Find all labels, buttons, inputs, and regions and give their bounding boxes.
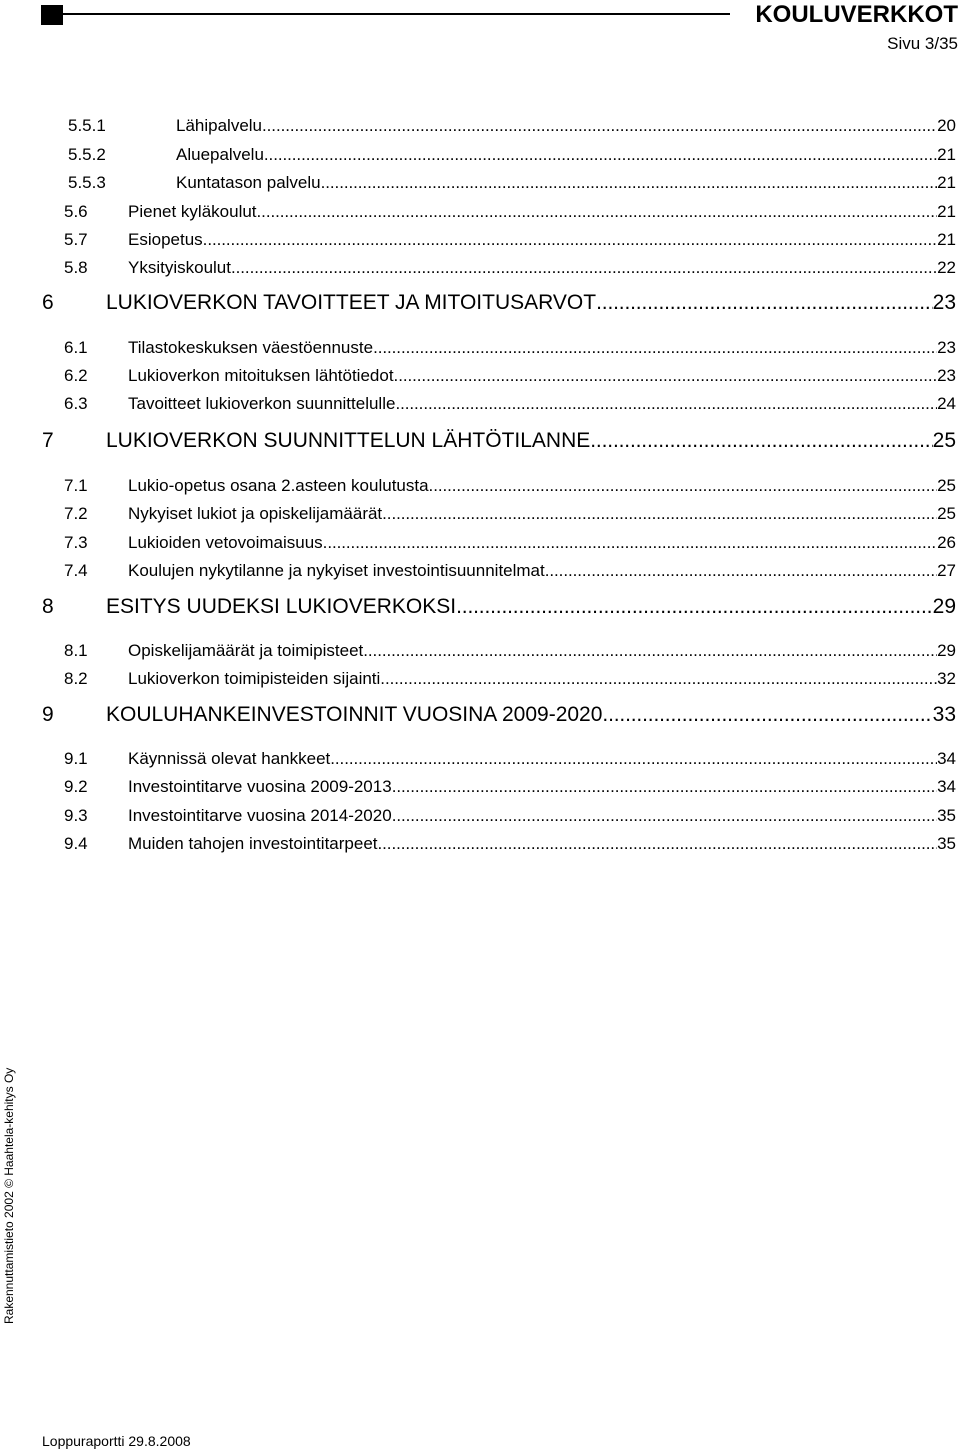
toc-number: 7.1 [64, 476, 88, 495]
toc-entry-9-2[interactable] [64, 777, 956, 797]
toc-entry-6[interactable] [42, 291, 956, 315]
toc-page-number: 34 [937, 749, 956, 768]
toc-entry-6-3[interactable] [64, 394, 956, 414]
toc-title: ESITYS UUDEKSI LUKIOVERKOKSI [106, 595, 457, 618]
toc-leader-dots [392, 806, 937, 826]
document-title: KOULUVERKKOT [755, 1, 958, 28]
toc-leader-dots [380, 669, 937, 689]
toc-number: 8.2 [64, 669, 88, 688]
toc-leader-dots [378, 834, 938, 854]
toc-number: 7.3 [64, 533, 88, 552]
toc-title: Tilastokeskuksen väestöennuste [128, 338, 374, 357]
toc-title: Tavoitteet lukioverkon suunnittelulle [128, 394, 396, 413]
toc-title: LUKIOVERKON SUUNNITTELUN LÄHTÖTILANNE [106, 429, 591, 452]
toc-page-number: 25 [932, 429, 956, 452]
toc-page-number: 25 [937, 476, 956, 495]
toc-leader-dots [429, 476, 938, 496]
toc-number: 6.1 [64, 338, 88, 357]
toc-entry-6-1[interactable] [64, 338, 956, 358]
toc-page-number: 33 [932, 703, 956, 726]
toc-number: 5.5.3 [68, 173, 106, 192]
toc-title: Lukioverkon mitoituksen lähtötiedot [128, 366, 394, 385]
toc-leader-dots [203, 230, 937, 250]
toc-title: Lukio-opetus osana 2.asteen koulutusta [128, 476, 429, 495]
toc-leader-dots [257, 202, 938, 222]
toc-page-number: 23 [937, 366, 956, 385]
toc-entry-5-5-3[interactable] [68, 173, 956, 193]
toc-page-number: 35 [937, 834, 956, 853]
toc-title: Pienet kyläkoulut [128, 202, 257, 221]
toc-leader-dots [321, 173, 937, 193]
toc-entry-9[interactable] [42, 703, 956, 727]
toc-title: KOULUHANKEINVESTOINNIT VUOSINA 2009-2020 [106, 703, 603, 726]
toc-page-number: 22 [937, 258, 956, 277]
toc-number: 5.6 [64, 202, 88, 221]
toc-title: Käynnissä olevat hankkeet [128, 749, 331, 768]
toc-leader-dots [456, 595, 933, 619]
toc-title: Esiopetus [128, 230, 203, 249]
toc-number: 6 [42, 291, 54, 314]
toc-leader-dots [394, 366, 938, 386]
toc-page-number: 24 [937, 394, 956, 413]
toc-number: 5.8 [64, 258, 88, 277]
toc-entry-8-1[interactable] [64, 641, 956, 661]
toc-title: Lähipalvelu [176, 116, 263, 135]
toc-entry-7-2[interactable] [64, 504, 956, 524]
toc-entry-7-4[interactable] [64, 561, 956, 581]
toc-number: 9.1 [64, 749, 88, 768]
toc-entry-5-8[interactable] [64, 258, 956, 278]
toc-entry-6-2[interactable] [64, 366, 956, 386]
toc-entry-7[interactable] [42, 429, 956, 453]
toc-leader-dots [262, 116, 937, 136]
toc-title: Kuntatason palvelu [176, 173, 321, 192]
toc-number: 9.2 [64, 777, 88, 796]
toc-title: Yksityiskoulut [128, 258, 231, 277]
toc-page-number: 29 [932, 595, 956, 618]
toc-title: LUKIOVERKON TAVOITTEET JA MITOITUSARVOT [106, 291, 597, 314]
toc-number: 7.4 [64, 561, 88, 580]
toc-leader-dots [392, 777, 937, 797]
toc-title: Nykyiset lukiot ja opiskelijamäärät [128, 504, 383, 523]
toc-entry-8-2[interactable] [64, 669, 956, 689]
copyright-side-note: Rakennuttamistieto 2002 © Haahtela-kehitys Oy [2, 1067, 16, 1324]
toc-number: 7.2 [64, 504, 88, 523]
toc-number: 9.4 [64, 834, 88, 853]
toc-entry-9-3[interactable] [64, 806, 956, 826]
toc-title: Lukioiden vetovoimaisuus [128, 533, 323, 552]
toc-page-number: 34 [937, 777, 956, 796]
toc-page-number: 21 [937, 145, 956, 164]
toc-entry-5-5-1[interactable] [68, 116, 956, 136]
toc-leader-dots [395, 394, 937, 414]
toc-leader-dots [330, 749, 937, 769]
toc-page-number: 23 [932, 291, 956, 314]
footer-report-date: Loppuraportti 29.8.2008 [42, 1433, 191, 1449]
header-rule [63, 13, 730, 15]
toc-leader-dots [602, 703, 932, 727]
toc-title: Lukioverkon toimipisteiden sijainti [128, 669, 381, 688]
toc-leader-dots [323, 533, 937, 553]
toc-entry-5-7[interactable] [64, 230, 956, 250]
toc-number: 9 [42, 703, 54, 726]
toc-leader-dots [264, 145, 937, 165]
toc-number: 5.5.1 [68, 116, 106, 135]
toc-number: 6.3 [64, 394, 88, 413]
toc-title: Opiskelijamäärät ja toimipisteet [128, 641, 364, 660]
header-block-mark [41, 5, 63, 25]
toc-page-number: 21 [937, 230, 956, 249]
toc-page-number: 26 [937, 533, 956, 552]
toc-number: 7 [42, 429, 54, 452]
toc-leader-dots [231, 258, 937, 278]
toc-page-number: 25 [937, 504, 956, 523]
toc-title: Aluepalvelu [176, 145, 264, 164]
toc-entry-5-6[interactable] [64, 202, 956, 222]
toc-page-number: 21 [937, 173, 956, 192]
toc-number: 9.3 [64, 806, 88, 825]
toc-leader-dots [590, 429, 932, 453]
toc-number: 6.2 [64, 366, 88, 385]
toc-page-number: 32 [937, 669, 956, 688]
toc-entry-8[interactable] [42, 595, 956, 619]
toc-page-number: 35 [937, 806, 956, 825]
toc-page-number: 23 [937, 338, 956, 357]
toc-title: Investointitarve vuosina 2009-2013 [128, 777, 392, 796]
toc-title: Koulujen nykytilanne ja nykyiset investointisuunnitelmat [128, 561, 545, 580]
toc-title: Muiden tahojen investointitarpeet [128, 834, 378, 853]
toc-leader-dots [382, 504, 937, 524]
toc-leader-dots [373, 338, 937, 358]
toc-page-number: 20 [937, 116, 956, 135]
toc-entry-9-1[interactable] [64, 749, 956, 769]
toc-entry-7-1[interactable] [64, 476, 956, 496]
toc-entry-5-5-2[interactable] [68, 145, 956, 165]
toc-number: 5.5.2 [68, 145, 106, 164]
toc-number: 5.7 [64, 230, 88, 249]
toc-leader-dots [596, 291, 933, 315]
toc-entry-7-3[interactable] [64, 533, 956, 553]
toc-page-number: 21 [937, 202, 956, 221]
toc-title: Investointitarve vuosina 2014-2020 [128, 806, 392, 825]
toc-number: 8 [42, 595, 54, 618]
page-number: Sivu 3/35 [887, 34, 958, 53]
toc-leader-dots [363, 641, 937, 661]
toc-page-number: 27 [937, 561, 956, 580]
toc-entry-9-4[interactable] [64, 834, 956, 854]
toc-leader-dots [545, 561, 937, 581]
toc-number: 8.1 [64, 641, 88, 660]
toc-page-number: 29 [937, 641, 956, 660]
